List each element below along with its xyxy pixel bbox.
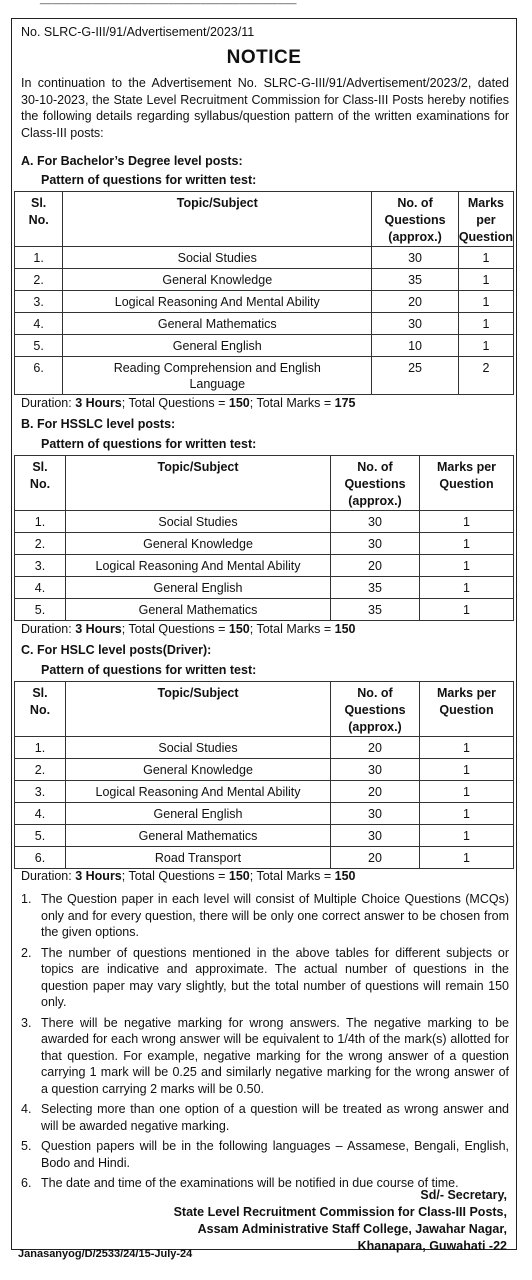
section-b-table [14,455,514,621]
table-row: 5. General English 10 1 [15,335,514,357]
cropped-top-text [0,0,532,18]
header-topic: Topic/Subject [63,192,372,247]
header-no-of-questions: No. of Questions (approx.) [331,682,420,737]
table-header-row [15,682,514,737]
signature-line: State Level Recruitment Commission for Class-III Posts, [173,1205,507,1219]
notes-list [21,891,509,1196]
header-sl: Sl. No. [15,456,66,511]
section-a-body [15,247,514,395]
section-c-pattern-label: Pattern of questions for written test: [41,663,257,677]
table-header-row [15,192,514,247]
list-item: 6. The date and time of the examinations will be notified in due course of time. [21,1176,459,1190]
header-marks-per-question: Marks per Question [420,456,514,511]
table-row: 5. General Mathematics 35 1 [15,599,514,621]
list-item: 4. Selecting more than one option of a question will be treated as wrong answer and will be awarded negative marking. [21,1102,509,1133]
table-row: 3. Logical Reasoning And Mental Ability 20 1 [15,781,514,803]
section-c-heading: C. For HSLC level posts(Driver): [21,643,212,657]
table-row: 6. Road Transport 20 1 [15,847,514,869]
header-marks-per-question: Marks per Question [420,682,514,737]
table-row: 6. Reading Comprehension and English Language 25 2 [15,357,514,395]
table-row: 3. Logical Reasoning And Mental Ability 20 1 [15,555,514,577]
header-topic: Topic/Subject [66,682,331,737]
header-no-of-questions: No. of Questions (approx.) [331,456,420,511]
table-row: 4. General Mathematics 30 1 [15,313,514,335]
notice-title: NOTICE [226,47,302,68]
table-row: 1. Social Studies 30 1 [15,247,514,269]
section-a-heading: A. For Bachelor’s Degree level posts: [21,154,243,168]
section-b-heading: B. For HSSLC level posts: [21,417,176,431]
list-item: 3. There will be negative marking for wrong answers. The negative marking to be awarded for each wrong answer will be equivalent to 1/4th of the mark(s) allotted for that question. For example, negative marking for the wrong answer of a question carrying 1 mark will be 0.25 and similarly negative marking for the wrong answer of a question carrying 2 marks will be 0.50. [21,1015,509,1096]
table-row: 3. Logical Reasoning And Mental Ability 20 1 [15,291,514,313]
header-sl: Sl. No. [15,192,63,247]
signature-line: Sd/- Secretary, [420,1188,507,1202]
section-b-duration: Duration: 3 Hours; Total Questions = 150; Total Marks = 150 [21,622,356,636]
table-row: 2. General Knowledge 30 1 [15,759,514,781]
section-b-pattern-label: Pattern of questions for written test: [41,437,257,451]
table-row: 5. General Mathematics 30 1 [15,825,514,847]
list-item: 1. The Question paper in each level will consist of Multiple Choice Questions (MCQs) only and for every question, there will be only one correct answer to be chosen from the given options. [21,892,509,939]
bottom-margin [0,1262,532,1280]
section-a-pattern-label: Pattern of questions for written test: [41,173,257,187]
table-row: 1. Social Studies 30 1 [15,511,514,533]
notice-frame [11,18,517,1260]
header-marks-per-question: Marks per Question [458,192,513,247]
section-c-table [14,681,514,869]
table-row: 4. General English 30 1 [15,803,514,825]
table-row: 1. Social Studies 20 1 [15,737,514,759]
table-row: 4. General English 35 1 [15,577,514,599]
signature-block [174,1187,507,1255]
header-sl: Sl. No. [15,682,66,737]
list-item: 5. Question papers will be in the following languages – Assamese, Bengali, English, Bodo and Hindi. [21,1139,509,1170]
table-row: 2. General Knowledge 30 1 [15,533,514,555]
intro-paragraph: In continuation to the Advertisement No. SLRC-G-III/91/Advertisement/2023/2, dated 30-10-2023, the State Level Recruitment Commission for Class-III Posts hereby notifies the following details regarding syllabus/question pattern of the written examinations for Class-III posts: [21,76,509,140]
signature-line: Khanapara, Guwahati -22 [357,1239,507,1253]
section-b-body [15,511,514,621]
janasanyog-reference: Janasanyog/D/2533/24/15-July-24 [18,1248,193,1260]
reference-number: No. SLRC-G-III/91/Advertisement/2023/11 [21,25,255,39]
header-no-of-questions: No. of Questions (approx.) [372,192,459,247]
section-a-duration: Duration: 3 Hours; Total Questions = 150; Total Marks = 175 [21,396,356,410]
table-row: 2. General Knowledge 35 1 [15,269,514,291]
signature-line: Assam Administrative Staff College, Jawahar Nagar, [197,1222,507,1236]
section-c-body [15,737,514,869]
table-header-row [15,456,514,511]
header-topic: Topic/Subject [66,456,331,511]
section-c-duration: Duration: 3 Hours; Total Questions = 150; Total Marks = 150 [21,869,356,883]
list-item: 2. The number of questions mentioned in the above tables for different subjects or topics are indicative and approximate. The actual number of questions in the question paper may vary slightly, but the total number of questions will remain 150 only. [21,945,509,1009]
section-a-table [14,191,514,395]
